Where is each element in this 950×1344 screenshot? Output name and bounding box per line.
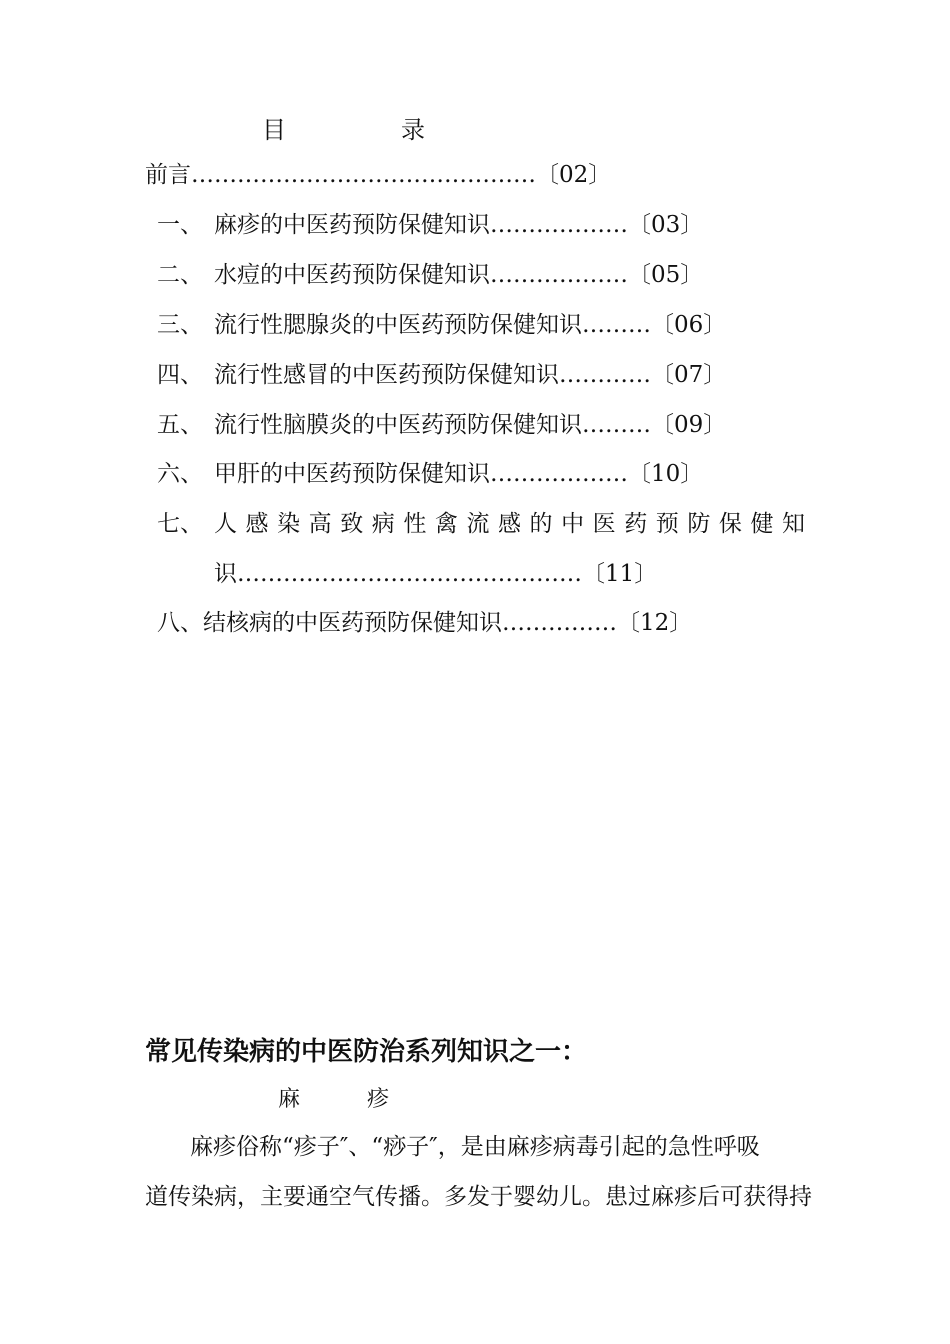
toc-item[interactable] bbox=[157, 360, 726, 390]
toc-item-number: 二、 bbox=[157, 262, 203, 288]
toc-item-7-line2[interactable] bbox=[214, 559, 657, 589]
toc-dots: ……………………………………… bbox=[237, 561, 582, 587]
toc-dots: …………… bbox=[502, 610, 617, 636]
toc-item-title: 流行性腮腺炎的中医药预防保健知识 bbox=[214, 312, 582, 338]
toc-item-title: 结核病的中医药预防保健知识 bbox=[203, 610, 502, 636]
toc-item[interactable] bbox=[157, 459, 703, 489]
section-heading: 常见传染病的中医防治系列知识之一： bbox=[145, 1037, 588, 1067]
toc-page-number: 〔12〕 bbox=[617, 610, 693, 636]
section-subtitle-left: 麻 bbox=[278, 1087, 301, 1112]
toc-title-right: 录 bbox=[401, 116, 425, 144]
toc-dots: ………… bbox=[559, 362, 651, 388]
toc-item-7-char: 医 bbox=[592, 511, 616, 537]
toc-item-number: 一、 bbox=[157, 212, 203, 238]
toc-page-number: 〔09〕 bbox=[651, 412, 727, 438]
toc-dots: ……………………………………… bbox=[191, 162, 536, 188]
toc-item-7-char: 保 bbox=[718, 511, 742, 537]
toc-page-number: 〔06〕 bbox=[651, 312, 727, 338]
toc-title-left: 目 bbox=[262, 116, 286, 144]
toc-item-7-char: 病 bbox=[371, 511, 395, 537]
toc-item-7-char: 人 bbox=[214, 511, 237, 537]
toc-dots: ……… bbox=[582, 312, 651, 338]
toc-item-title-continued: 识 bbox=[214, 561, 237, 587]
toc-dots: ……………… bbox=[490, 461, 628, 487]
toc-item[interactable] bbox=[157, 310, 726, 340]
toc-preface[interactable] bbox=[145, 160, 611, 190]
toc-page-number: 〔03〕 bbox=[628, 212, 704, 238]
toc-item-number: 七、 bbox=[157, 511, 203, 537]
toc-item-7-char: 健 bbox=[750, 511, 774, 537]
toc-item-number: 四、 bbox=[157, 362, 203, 388]
toc-item[interactable] bbox=[157, 410, 726, 440]
toc-preface-label: 前言 bbox=[145, 162, 191, 188]
toc-item-title: 流行性脑膜炎的中医药预防保健知识 bbox=[214, 412, 582, 438]
toc-item-number: 三、 bbox=[157, 312, 203, 338]
toc-item-title: 流行性感冒的中医药预防保健知识 bbox=[214, 362, 559, 388]
paragraph-line: 道传染病，主要通空气传播。多发于婴幼儿。患过麻疹后可获得持 bbox=[145, 1184, 812, 1210]
toc-page-number: 〔10〕 bbox=[628, 461, 704, 487]
toc-item-7-char: 流 bbox=[466, 511, 490, 537]
toc-item-7-char: 中 bbox=[561, 511, 585, 537]
toc-item-7-char: 染 bbox=[277, 511, 301, 537]
toc-item-title: 甲肝的中医药预防保健知识 bbox=[214, 461, 490, 487]
toc-page-number: 〔11〕 bbox=[582, 561, 658, 587]
toc-item[interactable] bbox=[157, 260, 703, 290]
toc-item-7-line1[interactable] bbox=[157, 509, 214, 539]
toc-item-7-char: 高 bbox=[308, 511, 332, 537]
toc-page-number: 〔05〕 bbox=[628, 262, 704, 288]
toc-item-7-char: 性 bbox=[403, 511, 427, 537]
toc-item-7-char: 知 bbox=[782, 511, 805, 537]
toc-item-title: 麻疹的中医药预防保健知识 bbox=[214, 212, 490, 238]
section-subtitle-right: 疹 bbox=[367, 1087, 390, 1112]
toc-dots: ……………… bbox=[490, 262, 628, 288]
paragraph-line: 麻疹俗称“疹子″、“痧子″，是由麻疹病毒引起的急性呼吸 bbox=[190, 1134, 760, 1160]
toc-item-7-char: 药 bbox=[624, 511, 648, 537]
toc-item-7-char: 感 bbox=[245, 511, 269, 537]
toc-item-7-char: 防 bbox=[687, 511, 711, 537]
toc-item-number: 八、 bbox=[157, 610, 203, 636]
toc-page-number: 〔07〕 bbox=[651, 362, 727, 388]
toc-dots: ……………… bbox=[490, 212, 628, 238]
toc-page-number: 〔02〕 bbox=[536, 162, 612, 188]
toc-item-7-char: 预 bbox=[655, 511, 679, 537]
toc-item-number: 五、 bbox=[157, 412, 203, 438]
toc-dots: ……… bbox=[582, 412, 651, 438]
toc-item-7-char: 感 bbox=[498, 511, 521, 537]
toc-item-7-char: 禽 bbox=[434, 511, 458, 537]
toc-item-number: 六、 bbox=[157, 461, 203, 487]
toc-item-title: 水痘的中医药预防保健知识 bbox=[214, 262, 490, 288]
toc-item-7-char: 的 bbox=[529, 511, 553, 537]
toc-item[interactable] bbox=[157, 210, 703, 240]
toc-item[interactable] bbox=[157, 608, 692, 638]
toc-item-7-char: 致 bbox=[340, 511, 364, 537]
